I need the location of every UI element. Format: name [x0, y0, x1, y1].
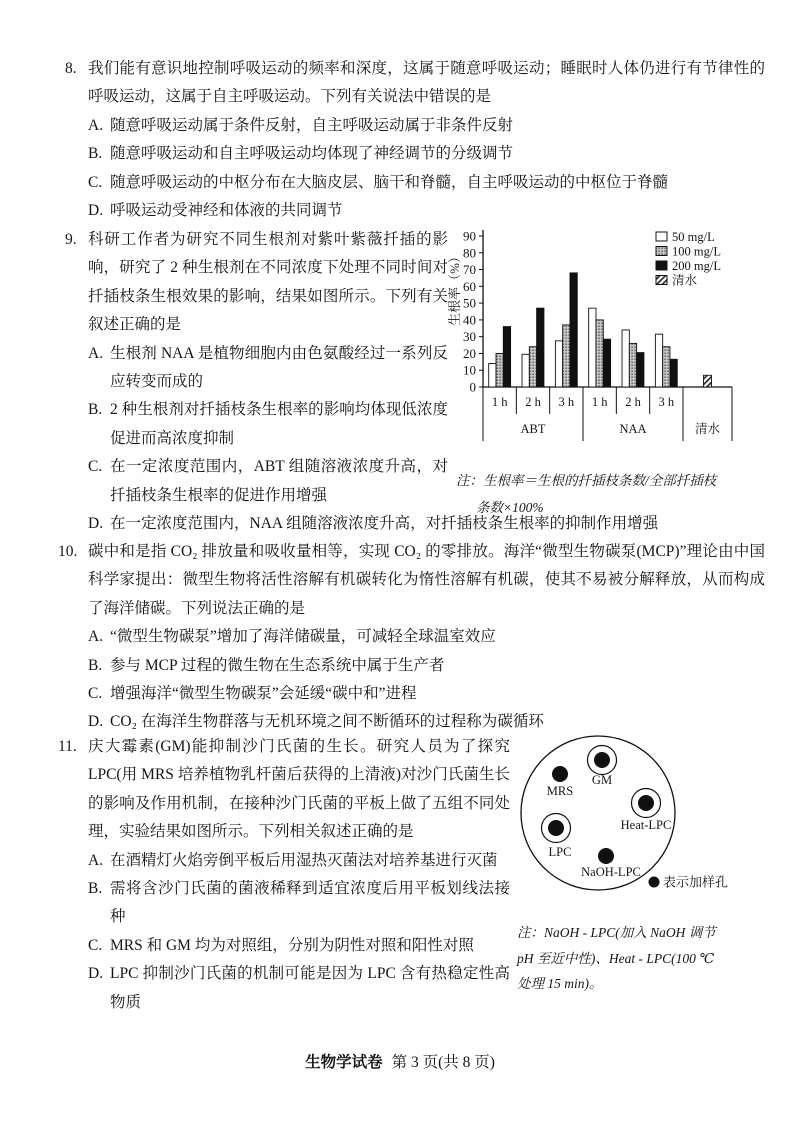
- svg-text:0: 0: [469, 379, 476, 395]
- question-8: [65, 55, 765, 225]
- option-label: D.: [88, 713, 104, 731]
- question-number: 10.: [58, 543, 78, 560]
- question-10: [58, 538, 765, 737]
- option-text: 生根剂 NAA 是植物细胞内由色氨酸经过一系列反应转变而成的: [110, 344, 448, 391]
- chart-note-line: 条数×100%: [476, 500, 544, 516]
- question-9-stem: [65, 226, 448, 340]
- option-text: 参与 MCP 过程的微生物在生态系统中属于生产者: [110, 656, 445, 674]
- question-stem-text: 科研工作者为研究不同生根剂对紫叶紫薇扦插的影响，研究了 2 种生根剂在不同浓度下处理不同时间对扦插枝条生根效果的影响，结果如图所示。下列有关叙述正确的是: [88, 231, 448, 334]
- svg-text:20: 20: [463, 345, 476, 361]
- option-text: 2 种生根剂对扦插枝条生根率的影响均体现低浓度促进而高浓度抑制: [110, 401, 448, 447]
- option-text: CO₂ 在海洋生物群落与无机环境之间不断循环的过程称为碳循环: [110, 713, 544, 731]
- option-label: B.: [88, 145, 103, 163]
- question-stem-text: 我们能有意识地控制呼吸运动的频率和深度，这属于随意呼吸运动；睡眠时人体仍进行有节律性的呼吸运动，这属于自主呼吸运动。下列有关说法中错误的是: [88, 60, 765, 106]
- svg-text:清水: 清水: [694, 422, 721, 436]
- option-label: A.: [88, 628, 104, 646]
- svg-text:Heat-LPC: Heat-LPC: [620, 818, 672, 832]
- option-text: 随意呼吸运动属于条件反射，自主呼吸运动属于非条件反射: [110, 116, 514, 134]
- option-b: [88, 396, 448, 453]
- question-stem-text: 庆大霉素(GM)能抑制沙门氏菌的生长。研究人员为了探究 LPC(用 MRS 培养植物乳杆菌后获得的上清液)对沙门氏菌生长的影响及作用机制，在接种沙门氏菌的平板上做了五组不同处理，实验结果如图所示。下列相关叙述正确的是: [88, 738, 510, 841]
- question-8-stem: [65, 55, 765, 112]
- option-c: [88, 932, 510, 960]
- svg-text:1 h: 1 h: [591, 395, 608, 409]
- option-a: [88, 112, 765, 140]
- option-d: [88, 960, 510, 1017]
- question-11-text-column: [58, 733, 510, 1017]
- svg-text:200 mg/L: 200 mg/L: [672, 259, 721, 273]
- svg-text:90: 90: [463, 228, 476, 244]
- option-label: A.: [88, 344, 104, 362]
- svg-text:表示加样孔: 表示加样孔: [663, 874, 729, 890]
- option-text: 随意呼吸运动和自主呼吸运动均体现了神经调节的分级调节: [110, 145, 514, 163]
- rooting-rate-bar-chart: [448, 226, 766, 444]
- petri-note-line: pH 至近中性)、Heat - LPC(100 ℃: [517, 950, 715, 966]
- rooting-rate-figure: [448, 226, 766, 521]
- option-d: [88, 197, 765, 225]
- question-10-options: [88, 623, 765, 737]
- svg-text:50 mg/L: 50 mg/L: [672, 230, 715, 244]
- option-a: [88, 847, 510, 875]
- question-11-stem: [58, 733, 510, 847]
- option-text: 随意呼吸运动的中枢分布在大脑皮层、脑干和脊髓，自主呼吸运动的中枢位于脊髓: [110, 173, 669, 191]
- question-11: [58, 733, 765, 1017]
- svg-text:3 h: 3 h: [558, 395, 575, 409]
- question-stem-text: 碳中和是指 CO₂ 排放量和吸收量相等，实现 CO₂ 的零排放。海洋“微型生物碳泵(MCP)”理论由中国科学家提出：微型生物将活性溶解有机碳转化为惰性溶解有机碳，使其不易被分解释放，从而构成了海洋储碳。下列说法正确的是: [88, 543, 765, 617]
- petri-dish-figure: [508, 733, 764, 997]
- svg-text:2 h: 2 h: [525, 395, 541, 409]
- option-text: LPC 抑制沙门氏菌的机制可能是因为 LPC 含有热稳定性高物质: [110, 965, 510, 1011]
- option-text: 呼吸运动受神经和体液的共同调节: [110, 202, 343, 220]
- option-label: D.: [88, 202, 104, 220]
- svg-text:NaOH-LPC: NaOH-LPC: [581, 865, 641, 879]
- option-b: [88, 875, 510, 932]
- option-text: 在一定浓度范围内，ABT 组随溶液浓度升高，对扦插枝条生根率的促进作用增强: [110, 458, 448, 504]
- option-c: [88, 169, 765, 197]
- svg-text:2 h: 2 h: [625, 395, 641, 409]
- svg-text:50: 50: [463, 295, 476, 311]
- option-text: MRS 和 GM 均为对照组，分别为阴性对照和阳性对照: [110, 936, 474, 954]
- option-label: C.: [88, 458, 103, 476]
- option-label: D.: [88, 965, 104, 983]
- svg-text:NAA: NAA: [619, 422, 647, 436]
- svg-text:30: 30: [463, 329, 476, 345]
- option-b: [88, 652, 765, 680]
- chart-note-line: 注：生根率＝生根的扦插枝条数/全部扦插枝: [456, 473, 717, 489]
- option-text: 增强海洋“微型生物碳泵”会延缓“碳中和”进程: [110, 685, 417, 703]
- petri-dish-diagram: [508, 733, 764, 895]
- option-a: [88, 623, 765, 651]
- option-c: [88, 680, 765, 708]
- option-label: A.: [88, 851, 104, 869]
- option-a: [88, 340, 448, 397]
- question-11-options: [88, 847, 510, 1017]
- svg-text:LPC: LPC: [548, 845, 572, 859]
- svg-text:MRS: MRS: [546, 784, 574, 798]
- question-9: [65, 226, 765, 538]
- option-label: A.: [88, 116, 104, 134]
- svg-text:70: 70: [463, 262, 476, 278]
- option-label: B.: [88, 401, 103, 419]
- option-b: [88, 140, 765, 168]
- svg-text:GM: GM: [591, 773, 613, 787]
- paper-title: 生物学试卷: [305, 1054, 383, 1071]
- question-number: 11.: [58, 738, 77, 755]
- option-label: C.: [88, 685, 103, 703]
- option-label: C.: [88, 173, 103, 191]
- option-text: 在酒精灯火焰旁倒平板后用湿热灭菌法对培养基进行灭菌: [110, 851, 498, 869]
- option-label: B.: [88, 880, 103, 898]
- petri-note-line: 处理 15 min)。: [517, 976, 603, 992]
- option-label: C.: [88, 936, 103, 954]
- svg-text:10: 10: [463, 362, 476, 378]
- option-label: D.: [88, 515, 104, 533]
- option-text: 需将含沙门氏菌的菌液稀释到适宜浓度后用平板划线法接种: [110, 880, 510, 926]
- svg-text:ABT: ABT: [520, 422, 546, 436]
- svg-text:3 h: 3 h: [658, 395, 675, 409]
- svg-text:清水: 清水: [672, 273, 698, 288]
- option-label: B.: [88, 656, 103, 674]
- option-text: “微型生物碳泵”增加了海洋储碳量，可减轻全球温室效应: [110, 628, 496, 646]
- svg-text:40: 40: [463, 312, 476, 328]
- question-number: 8.: [65, 60, 77, 77]
- option-text: 在一定浓度范围内，NAA 组随溶液浓度升高，对扦插枝条生根率的抑制作用增强: [110, 515, 659, 533]
- question-number: 9.: [65, 231, 77, 248]
- petri-note-line: 注：NaOH - LPC(加入 NaOH 调节: [517, 925, 716, 941]
- question-10-stem: [58, 538, 765, 623]
- svg-text:80: 80: [463, 245, 476, 261]
- svg-text:100 mg/L: 100 mg/L: [672, 244, 721, 259]
- option-c: [88, 453, 448, 510]
- chart-note: [448, 467, 766, 521]
- page-footer: [0, 1049, 800, 1077]
- question-9-options: [88, 340, 448, 510]
- svg-text:生根率（%）: 生根率（%）: [448, 250, 462, 326]
- svg-text:60: 60: [463, 278, 476, 294]
- page-number: 第 3 页(共 8 页): [391, 1054, 495, 1071]
- svg-text:1 h: 1 h: [491, 395, 508, 409]
- question-9-text-column: [65, 226, 448, 510]
- petri-note: [508, 920, 764, 997]
- question-8-options: [88, 112, 765, 226]
